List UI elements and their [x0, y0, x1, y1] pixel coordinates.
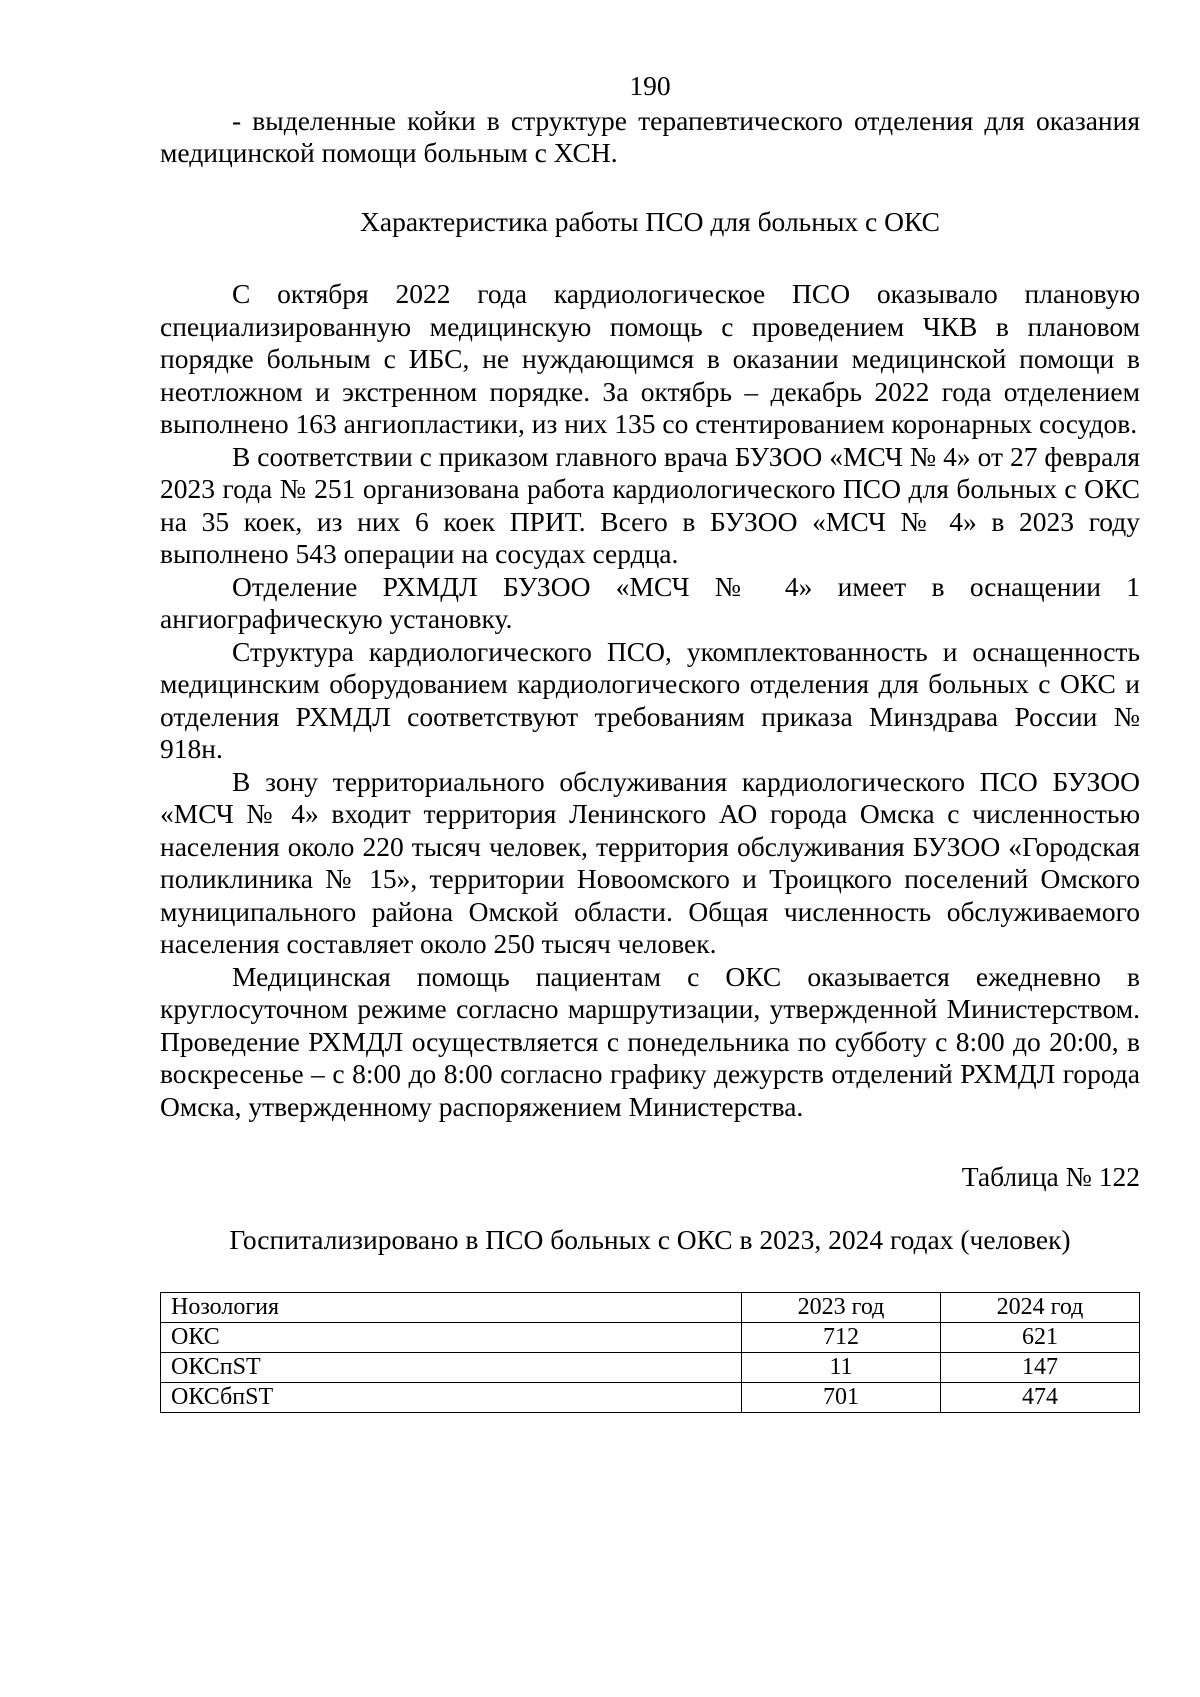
page-number: 190	[629, 70, 671, 101]
table-title: Госпитализировано в ПСО больных с ОКС в 2023, 2024 годах (человек)	[229, 1223, 1071, 1255]
table-caption: Таблица № 122	[961, 1161, 1140, 1192]
paragraph-5: В зону территориального обслуживания кардиологического ПСО БУЗОО «МСЧ № 4» входит территория Ленинского АО города Омска с численностью населения около 220 тысяч человек, территория обслуживания БУЗОО «Городская поликлиника № 15», территории Новоомского и Троицкого поселений Омского муниципального района Омской области. Общая численность обслуживаемого населения составляет около 250 тысяч человек.	[160, 765, 1140, 959]
header-2024: 2024 год	[941, 1293, 1140, 1323]
paragraph-2: В соответствии с приказом главного врача БУЗОО «МСЧ № 4» от 27 февраля 2023 года № 251 организована работа кардиологического ПСО для больных с ОКС на 35 коек, из них 6 коек ПРИТ. Всего в БУЗОО «МСЧ № 4» в 2023 году выполнено 543 операции на сосудах сердца.	[160, 440, 1140, 569]
paragraph-6: Медицинская помощь пациентам с ОКС оказывается ежедневно в круглосуточном режиме согласно маршрутизации, утвержденной Министерством. Проведение РХМДЛ осуществляется с понедельника по субботу с 8:00 до 20:00, в воскресенье – с 8:00 до 8:00 согласно графику дежурств отделений РХМДЛ города Омска, утвержденному распоряжением Министерства.	[160, 960, 1140, 1122]
intro-paragraph: - выделенные койки в структуре терапевтического отделения для оказания медицинской помощи больным с ХСН.	[160, 104, 1140, 168]
header-nosology: Нозология	[161, 1293, 742, 1323]
table-row	[161, 1323, 1140, 1353]
cell-nosology: ОКСпST	[161, 1353, 742, 1383]
header-2023: 2023 год	[742, 1293, 941, 1323]
cell-2023: 712	[742, 1323, 941, 1353]
cell-2024: 474	[941, 1383, 1140, 1413]
table-header-row	[161, 1293, 1140, 1323]
paragraph-3: Отделение РХМДЛ БУЗОО «МСЧ № 4» имеет в оснащении 1 ангиографическую установку.	[160, 570, 1140, 634]
cell-nosology: ОКСбпST	[161, 1383, 742, 1413]
table-row	[161, 1383, 1140, 1413]
section-title: Характеристика работы ПСО для больных с ОКС	[360, 205, 940, 237]
paragraph-4: Структура кардиологического ПСО, укомплектованность и оснащенность медицинским оборудованием кардиологического отделения для больных с ОКС и отделения РХМДЛ соответствуют требованиям приказа Минздрава России № 918н.	[160, 635, 1140, 764]
table-row	[161, 1353, 1140, 1383]
hospitalization-table	[160, 1292, 1140, 1413]
cell-2024: 147	[941, 1353, 1140, 1383]
cell-2023: 11	[742, 1353, 941, 1383]
paragraph-1: С октября 2022 года кардиологическое ПСО оказывало плановую специализированную медицинскую помощь с проведением ЧКВ в плановом порядке больным с ИБС, не нуждающимся в оказании медицинской помощи в неотложном и экстренном порядке. За октябрь – декабрь 2022 года отделением выполнено 163 ангиопластики, из них 135 со стентированием коронарных сосудов.	[160, 278, 1140, 439]
cell-2024: 621	[941, 1323, 1140, 1353]
document-page	[160, 70, 1140, 1413]
cell-nosology: ОКС	[161, 1323, 742, 1353]
cell-2023: 701	[742, 1383, 941, 1413]
